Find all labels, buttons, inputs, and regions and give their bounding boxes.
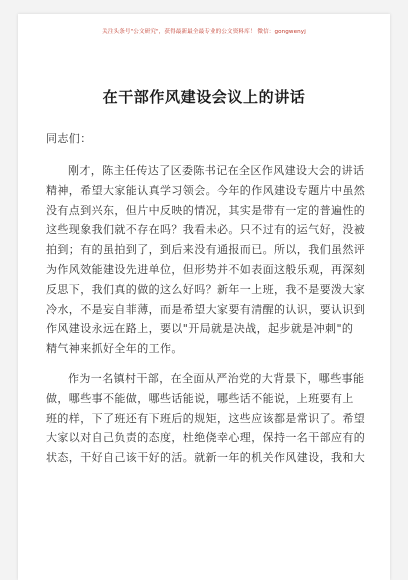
text-line: 作风建设永远在路上，要以"开局就是决战，起步就是冲刺"的 — [46, 322, 354, 336]
paragraph-2 — [46, 369, 364, 468]
text-line: 状态，干好自己该干好的活。就新一年的机关作风建设，我和大 — [46, 451, 366, 465]
text-line: 做，哪些事不能做，哪些话能说，哪些话不能说，上班要有上 — [46, 391, 354, 405]
document-body — [46, 131, 364, 468]
text-line: 作为一名镇村干部，在全面从严治党的大背景下，哪些事能 — [68, 371, 365, 385]
text-line: 精气神来抓好全年的工作。 — [46, 342, 183, 356]
text-line: 精神，希望大家能认真学习领会。今年的作风建设专题片中虽然 — [46, 183, 366, 197]
text-line: 拍到；有的虽拍到了，到后来没有通报而已。所以，我们虽然评 — [46, 243, 366, 257]
text-line: 大家以对自己负责的态度，杜绝侥幸心理，保持一名干部应有的 — [46, 431, 366, 445]
text-line: 没有点到兴东，但片中反映的情况，其实是带有一定的普遍性的 — [46, 203, 366, 217]
text-line: 班的样，下了班还有下班后的规矩，这些应该都是常识了。希望 — [46, 411, 366, 425]
text-line: 反思下，我们真的做的这么好吗？新年一上班，我不是要泼大家 — [46, 282, 366, 296]
text-line: 为作风效能建设先进单位，但形势并不如表面这般乐观，再深刻 — [46, 262, 366, 276]
text-line: 刚才，陈主任传达了区委陈书记在全区作风建设大会的讲话 — [68, 164, 365, 177]
text-line: 冷水，不是妄自菲薄，而是希望大家要有清醒的认识，要认识到 — [46, 302, 366, 316]
header-banner: 关注头条号"公文研究"，获得最新最全最专业的公文资料库！ 微信：gongwenyj — [102, 29, 306, 35]
document-page — [18, 14, 390, 580]
document-title: 在干部作风建设会议上的讲话 — [102, 88, 306, 106]
text-line: 这些现象我们就不存在吗？我看未必。只不过有的运气好，没被 — [46, 223, 366, 237]
salutation: 同志们： — [46, 132, 92, 145]
paragraph-1 — [46, 161, 364, 359]
